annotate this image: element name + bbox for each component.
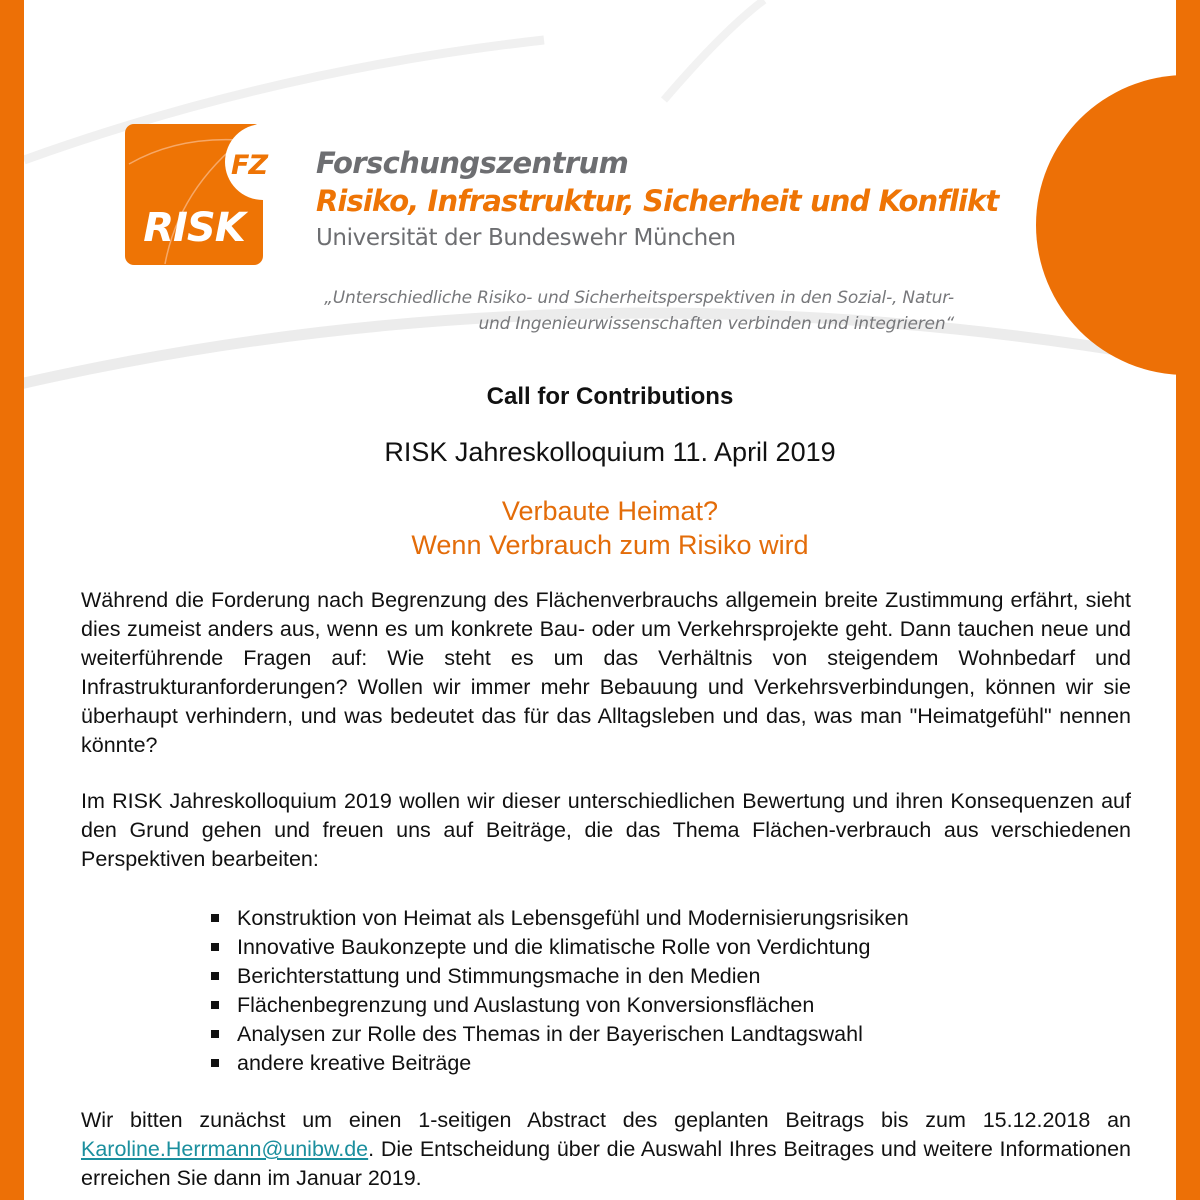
email-link[interactable]: Karoline.Herrmann@unibw.de: [81, 1137, 369, 1161]
closing-paragraph: [81, 1106, 1131, 1193]
square-bullet-icon: [211, 943, 219, 951]
motto-quote: [204, 285, 954, 337]
list-item: [210, 933, 909, 962]
call-title: Call for Contributions: [486, 383, 734, 410]
org-name-line2: Risiko, Infrastruktur, Sicherheit und Konflikt: [316, 184, 999, 218]
list-item: [210, 904, 909, 933]
square-bullet-icon: [211, 914, 219, 922]
square-bullet-icon: [211, 1059, 219, 1067]
square-bullet-icon: [211, 972, 219, 980]
topic-text: Berichterstattung und Stimmungsmache in den Medien: [237, 964, 761, 988]
logo-risk-wordmark: RISK: [143, 205, 245, 251]
square-bullet-icon: [211, 1001, 219, 1009]
intro-paragraph: Während die Forderung nach Begrenzung des Flächenverbrauchs allgemein breite Zustimmung erfährt, sieht dies zumeist anders aus, wenn es um konkrete Bau- oder um Verkehrsprojekte geht. Dann tauchen neue und weiterführende Fragen auf: Wie steht es um das Verhältnis von steigendem Wohnbedarf und Infrastrukturanforderungen? Wollen wir immer mehr Bebauung und Verkehrsverbindungen, können wir sie überhaupt verhindern, und was bedeutet das für das Alltagsleben und das, was man "Heimatgefühl" nennen könnte?: [81, 588, 1131, 757]
decorative-arc-swoosh: [24, 40, 544, 160]
list-item: [210, 1020, 909, 1049]
colloquium-title: RISK Jahreskolloquium 11. April 2019: [384, 437, 836, 467]
closing-text-after: . Die Entscheidung über die Auswahl Ihres Beitrages und weitere Informationen erreichen Sie dann im Januar 2019.: [81, 1137, 1131, 1190]
topic-text: Konstruktion von Heimat als Lebensgefühl und Modernisierungsrisiken: [237, 906, 909, 930]
university-name: Universität der Bundeswehr München: [316, 225, 736, 251]
colloquium-paragraph: Im RISK Jahreskolloquium 2019 wollen wir dieser unterschiedlichen Bewertung und ihren Konsequenzen auf den Grund gehen und freuen uns auf Beiträge, die das Thema Flächen-verbrauch aus verschiedenen Perspektiven bearbeiten:: [81, 789, 1131, 871]
list-item: [210, 1049, 909, 1078]
motto-line: „Unterschiedliche Risiko- und Sicherheitsperspektiven in den Sozial-, Natur-: [324, 288, 954, 308]
logo-fz-badge: FZ: [231, 150, 268, 181]
topic-text: Flächenbegrenzung und Auslastung von Konversionsflächen: [237, 993, 815, 1017]
org-name-line1: Forschungszentrum: [316, 146, 629, 180]
motto-line: und Ingenieurwissenschaften verbinden und integrieren“: [478, 314, 954, 334]
topic-text: andere kreative Beiträge: [237, 1051, 472, 1075]
topic-list: [210, 904, 909, 1078]
theme-title: [24, 494, 1176, 562]
decorative-orange-circle: [1036, 75, 1176, 375]
list-item: [210, 991, 909, 1020]
decorative-arc-swoosh: [664, 0, 764, 100]
closing-text-before: Wir bitten zunächst um einen 1-seitigen Abstract des geplanten Beitrags bis zum 15.12.2018 an: [81, 1108, 1131, 1132]
square-bullet-icon: [211, 1030, 219, 1038]
list-item: [210, 962, 909, 991]
theme-line: Wenn Verbrauch zum Risiko wird: [411, 530, 809, 560]
topic-text: Innovative Baukonzepte und die klimatische Rolle von Verdichtung: [237, 935, 871, 959]
topic-text: Analysen zur Rolle des Themas in der Bayerischen Landtagswahl: [237, 1022, 863, 1046]
theme-line: Verbaute Heimat?: [501, 496, 719, 526]
document-page: [24, 0, 1176, 1200]
